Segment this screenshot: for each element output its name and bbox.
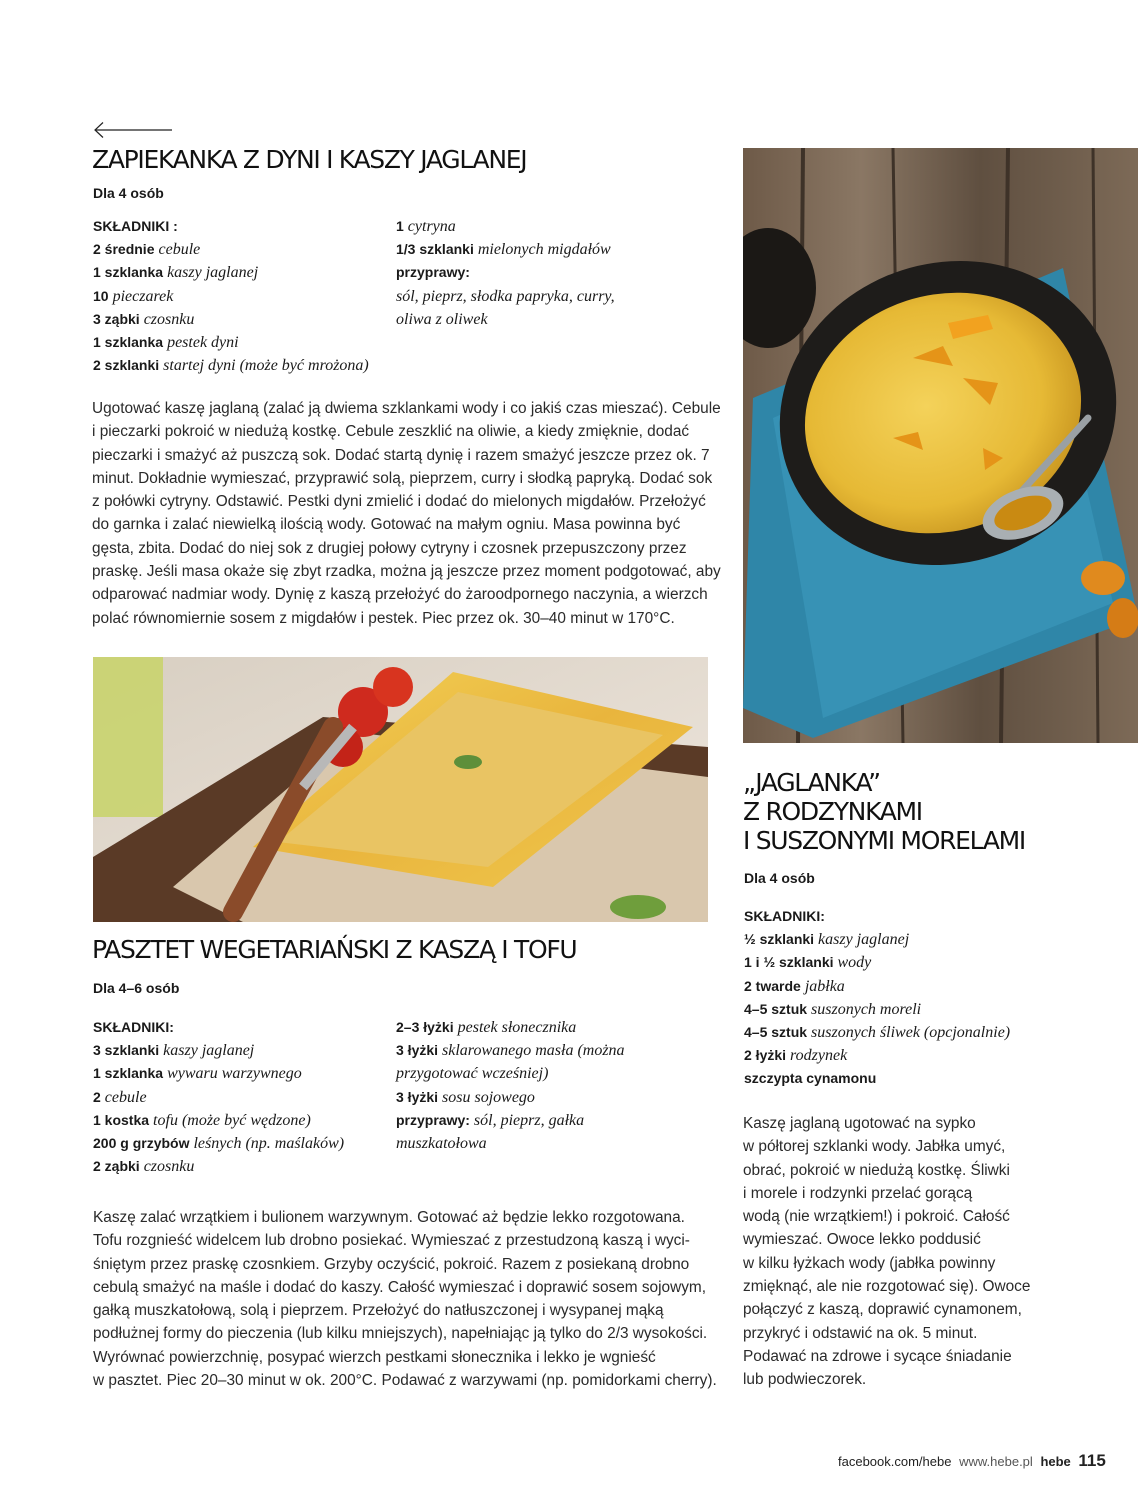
ingredients-list-1 bbox=[93, 215, 383, 377]
facebook-link[interactable]: facebook.com/hebe bbox=[838, 1454, 952, 1469]
recipe-method-2: Kaszę zalać wrzątkiem i bulionem warzywnym. Gotować aż będzie lekko rozgotowana. Tofu rozgnieść widelcem lub drobno posiekać. Wymieszać z przestudzoną kaszą i wyci- śniętym przez praskę czosnkiem. Grzyby oczyścić, pokroić. Razem z posiekaną drobno cebulą smażyć na maśle i dodać do kaszy. Całość wymieszać i doprawić sosem sojowym, gałką muszkatołową, solą i pieprzem. Przełożyć do natłuszczonej i wysypanej mąką podłużnej formy do pieczenia (lub kilku mniejszych), napełniając ją tylko do 2/3 wysokości. Wyrównać powierzchnię, posypać wierzch pestkami słonecznika i lekko je wgnieść w pasztet. Piec 20–30 minut w ok. 200°C. Podawać z warzywami (np. pomidorkami cherry). bbox=[93, 1209, 717, 1390]
ingredients-list-2 bbox=[93, 1016, 393, 1178]
ingredient: 2 łyżki rodzynek bbox=[744, 1047, 848, 1065]
ingredient: 3 szklanki kaszy jaglanej bbox=[93, 1042, 255, 1060]
ingredient: 1 kostka tofu (może być wędzone) bbox=[93, 1111, 311, 1129]
ingredient: 1/3 szklanki mielonych migdałów bbox=[396, 241, 611, 259]
ingredient: 2 cebule bbox=[93, 1088, 147, 1106]
ingredient: przyprawy: sól, pieprz, gałka bbox=[396, 1111, 585, 1129]
ingredient: 1 szklanka pestek dyni bbox=[93, 334, 239, 352]
ingredient: 2 średnie cebule bbox=[93, 241, 201, 259]
recipe-servings: Dla 4 osób bbox=[93, 185, 164, 201]
ingredient: ½ szklanki kaszy jaglanej bbox=[744, 931, 910, 949]
ingredient: 4–5 sztuk suszonych moreli bbox=[744, 1000, 922, 1018]
recipe-title-pasztet: PASZTET WEGETARIAŃSKI Z KASZĄ I TOFU bbox=[92, 935, 577, 964]
ingredient: przyprawy: bbox=[396, 264, 470, 281]
photo-jaglanka bbox=[743, 148, 1138, 743]
ingredient: 2 ząbki czosnku bbox=[93, 1158, 195, 1176]
ingredient: przygotować wcześniej) bbox=[396, 1065, 549, 1083]
ingredient: 3 łyżki sklarowanego masła (można bbox=[396, 1042, 625, 1060]
recipe-title-zapiekanka: ZAPIEKANKA Z DYNI I KASZY JAGLANEJ bbox=[92, 145, 527, 174]
ingredient: 3 ząbki czosnku bbox=[93, 310, 195, 328]
ingredient: 200 g grzybów leśnych (np. maślaków) bbox=[93, 1135, 345, 1153]
ingredients-heading: SKŁADNIKI: bbox=[93, 1019, 174, 1035]
recipe-method-1: Ugotować kaszę jaglaną (zalać ją dwiema szklankami wody i co jakiś czas mieszać). Cebule i pieczarki pokroić w niedużą kostkę. Cebule zeszklić na oliwie, a kiedy zmięknie, dodać pieczarki i smażyć aż puszczą sok. Dodać startą dynię i razem smażyć jeszcze przez ok. 7 minut. Dokładnie wymieszać, przyprawić solą, pieprzem, curry i słodką papryką. Dodać sok z połówki cytryny. Odstawić. Pestki dyni zmielić i dodać do mielonych migdałów. Przełożyć do garnka i zalać niewielką ilością wody. Gotować na małym ogniu. Masa powinna być gęsta, zbita. Dodać do niej sok z drugiej połowy cytryny i czosnek przepuszczony przez praskę. Jeśli masa okaże się zbyt rzadka, można ją jeszcze przez moment podgotować, aby odparować nadmiar wody. Dynię z kaszą przełożyć do żaroodpornego naczynia, a wierzch polać równomiernie sosem z migdałów i pestek. Piec przez ok. 30–40 minut w 170°C. bbox=[92, 400, 721, 627]
footer bbox=[838, 1451, 1106, 1471]
ingredients-list-3 bbox=[744, 905, 1084, 1091]
ingredient: sól, pieprz, słodka papryka, curry, bbox=[396, 287, 615, 305]
ingredient: 2 szklanki startej dyni (może być mrożona) bbox=[93, 357, 369, 375]
recipe-servings: Dla 4–6 osób bbox=[93, 980, 180, 996]
recipe-title-jaglanka: „JAGLANKA” Z RODZYNKAMI I SUSZONYMI MORELAMI bbox=[743, 768, 1025, 855]
ingredient: oliwa z oliwek bbox=[396, 310, 488, 328]
ingredient: 3 łyżki sosu sojowego bbox=[396, 1088, 535, 1106]
page-number: 115 bbox=[1078, 1451, 1106, 1470]
arrow-left-icon[interactable] bbox=[92, 121, 174, 139]
ingredients-heading: SKŁADNIKI: bbox=[744, 908, 825, 924]
ingredients-list-1b bbox=[396, 215, 696, 331]
ingredient: muszkatołowa bbox=[396, 1135, 487, 1153]
ingredient: 1 szklanka kaszy jaglanej bbox=[93, 264, 259, 282]
recipe-method-3: Kaszę jaglaną ugotować na sypko w półtorej szklanki wody. Jabłka umyć, obrać, pokroić w niedużą kostkę. Śliwki i morele i rodzynki przelać gorącą wodą (nie wrzątkiem!) i pokroić. Całość wymieszać. Owoce lekko poddusić w kilku łyżkach wody (jabłka powinny zmięknąć, ale nie rozgotować się). Owoce połączyć z kaszą, doprawić cynamonem, przykryć i odstawić na ok. 5 minut. Podawać na zdrowe i sycące śniadanie lub podwieczorek. bbox=[743, 1115, 1031, 1389]
recipe-servings: Dla 4 osób bbox=[744, 870, 815, 886]
ingredient: 2 twarde jabłka bbox=[744, 977, 845, 995]
photo-pasztet bbox=[93, 657, 708, 922]
brand-name: hebe bbox=[1040, 1454, 1071, 1469]
ingredients-list-2b bbox=[396, 1016, 696, 1155]
ingredient: 1 szklanka wywaru warzywnego bbox=[93, 1065, 302, 1083]
ingredients-heading: SKŁADNIKI : bbox=[93, 218, 178, 234]
ingredient: 1 cytryna bbox=[396, 218, 456, 235]
ingredient: 1 i ½ szklanki wody bbox=[744, 954, 872, 972]
ingredient: 4–5 sztuk suszonych śliwek (opcjonalnie) bbox=[744, 1024, 1011, 1042]
website-link[interactable]: www.hebe.pl bbox=[959, 1454, 1033, 1469]
ingredient: 2–3 łyżki pestek słonecznika bbox=[396, 1019, 577, 1036]
ingredient: szczypta cynamonu bbox=[744, 1070, 877, 1087]
ingredient: 10 pieczarek bbox=[93, 287, 174, 305]
